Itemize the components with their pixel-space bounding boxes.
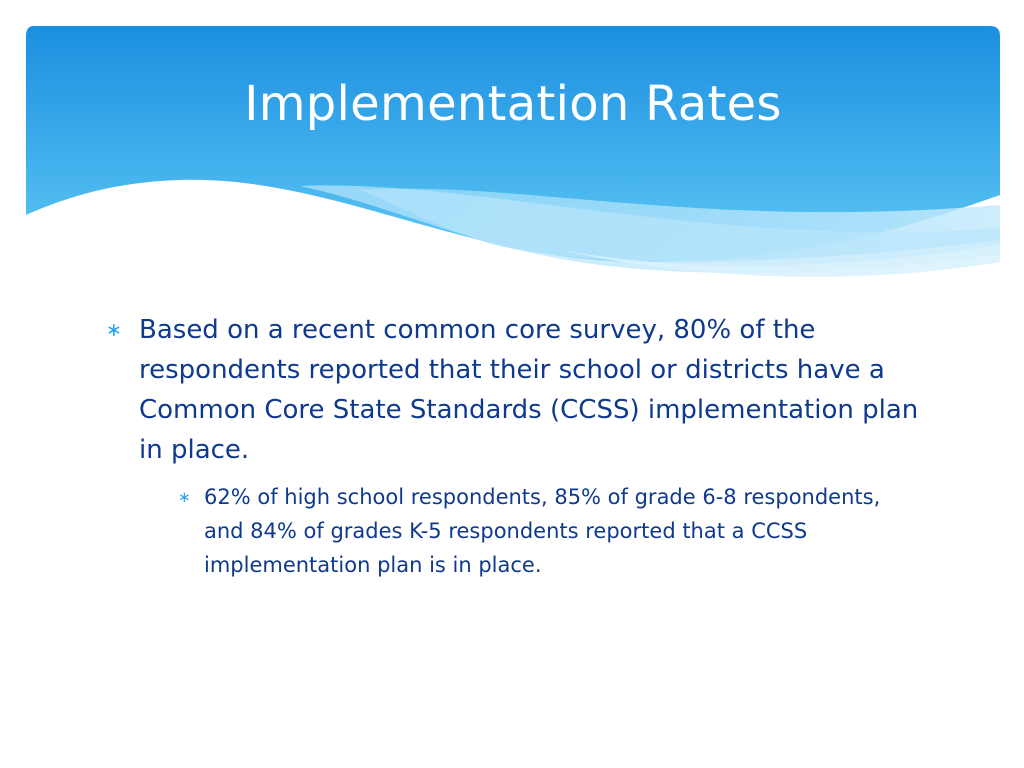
sub-bullet-list (178, 480, 926, 582)
asterisk-sub-bullet-icon: ∗ (178, 488, 191, 506)
bullet-text: Based on a recent common core survey, 80% of the respondents reported that their school or districts have a Common Core State Standards (CCSS) implementation plan in place. (139, 315, 919, 465)
bullet-item (106, 310, 926, 470)
asterisk-bullet-icon: ∗ (106, 319, 122, 341)
slide-content (106, 310, 926, 582)
sub-bullet-text: 62% of high school respondents, 85% of grade 6-8 respondents, and 84% of grades K-5 respondents reported that a CCSS implementation plan is in place. (204, 485, 881, 577)
slide-title: Implementation Rates (244, 76, 782, 132)
sub-bullet-item (178, 480, 904, 582)
header-wave-banner (0, 0, 1024, 300)
